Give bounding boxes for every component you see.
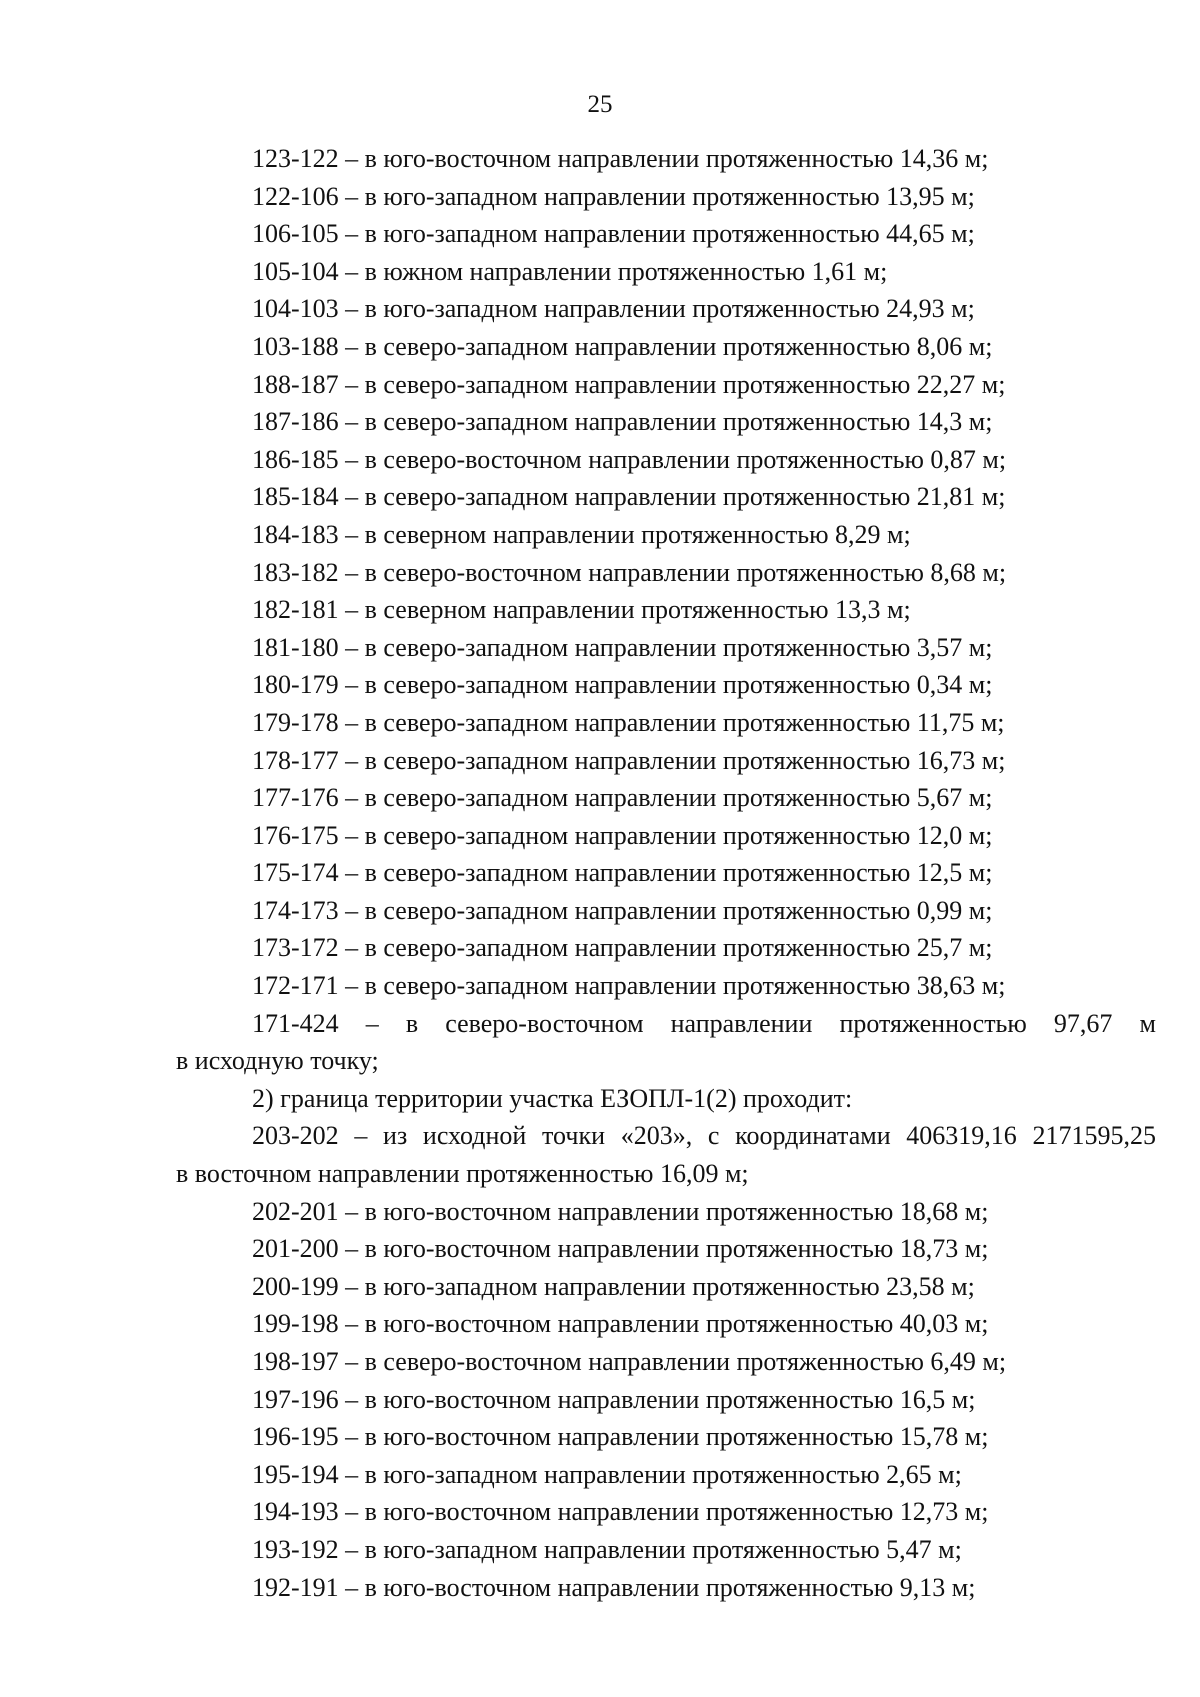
boundary-segment-line: 184-183 – в северном направлении протяженностью 8,29 м;: [252, 519, 911, 549]
boundary-segment-line: 196-195 – в юго-восточном направлении протяженностью 15,78 м;: [252, 1422, 989, 1452]
boundary-segment-line: 122-106 – в юго-западном направлении протяженностью 13,95 м;: [252, 181, 975, 211]
boundary-segment-line: 180-179 – в северо-западном направлении протяженностью 0,34 м;: [252, 670, 993, 700]
boundary-segment-line: 173-172 – в северо-западном направлении протяженностью 25,7 м;: [252, 933, 993, 963]
boundary-segment-line: 103-188 – в северо-западном направлении протяженностью 8,06 м;: [252, 331, 993, 361]
boundary-segment-line: 200-199 – в юго-западном направлении протяженностью 23,58 м;: [252, 1271, 975, 1301]
boundary-segment-line: 202-201 – в юго-восточном направлении протяженностью 18,68 м;: [252, 1196, 989, 1226]
boundary-segment-line: 187-186 – в северо-западном направлении протяженностью 14,3 м;: [252, 407, 993, 437]
boundary-segment-line: 193-192 – в юго-западном направлении протяженностью 5,47 м;: [252, 1534, 962, 1564]
boundary-segment-line: 188-187 – в северо-западном направлении протяженностью 22,27 м;: [252, 369, 1006, 399]
boundary-segment-line: 185-184 – в северо-западном направлении протяженностью 21,81 м;: [252, 482, 1006, 512]
boundary-segment-line: 194-193 – в юго-восточном направлении протяженностью 12,73 м;: [252, 1497, 989, 1527]
boundary-segment-line: 195-194 – в юго-западном направлении протяженностью 2,65 м;: [252, 1459, 962, 1489]
boundary-segment-line: 198-197 – в северо-восточном направлении протяженностью 6,49 м;: [252, 1347, 1007, 1376]
boundary-segment-line: 175-174 – в северо-западном направлении протяженностью 12,5 м;: [252, 858, 993, 888]
boundary-segment-line: 183-182 – в северо-восточном направлении протяженностью 8,68 м;: [252, 557, 1007, 587]
boundary-segment-line: 192-191 – в юго-восточном направлении протяженностью 9,13 м;: [252, 1572, 976, 1602]
page-number: 25: [587, 91, 613, 118]
boundary-segment-line: 174-173 – в северо-западном направлении протяженностью 0,99 м;: [252, 895, 993, 925]
boundary-segment-line: 177-176 – в северо-западном направлении протяженностью 5,67 м;: [252, 783, 993, 813]
boundary-segment-line: 201-200 – в юго-восточном направлении протяженностью 18,73 м;: [252, 1234, 989, 1264]
boundary-segment-line: 181-180 – в северо-западном направлении протяженностью 3,57 м;: [252, 632, 993, 662]
boundary-start-continuation: в восточном направлении протяженностью 16,09 м;: [176, 1159, 749, 1189]
boundary-segment-line: 106-105 – в юго-западном направлении протяженностью 44,65 м;: [252, 219, 975, 249]
boundary-segment-continuation: в исходную точку;: [176, 1046, 379, 1076]
boundary-segment-line: 105-104 – в южном направлении протяженностью 1,61 м;: [252, 256, 888, 286]
section-heading: 2) граница территории участка ЕЗОПЛ-1(2) проходит:: [252, 1083, 853, 1113]
boundary-segment-line: 178-177 – в северо-западном направлении протяженностью 16,73 м;: [252, 745, 1006, 775]
boundary-segment-line: 104-103 – в юго-западном направлении протяженностью 24,93 м;: [252, 294, 975, 324]
boundary-segment-line: 176-175 – в северо-западном направлении протяженностью 12,0 м;: [252, 820, 993, 850]
boundary-start-line-justified: 203-202 – из исходной точки «203», с координатами 406319,16 2171595,25: [252, 1121, 1156, 1151]
boundary-segment-line: 172-171 – в северо-западном направлении протяженностью 38,63 м;: [252, 971, 1006, 1001]
boundary-segment-line: 182-181 – в северном направлении протяженностью 13,3 м;: [252, 595, 911, 625]
document-body: [176, 140, 1156, 1606]
boundary-segment-line: 123-122 – в юго-восточном направлении протяженностью 14,36 м;: [252, 144, 989, 173]
boundary-segment-line: 197-196 – в юго-восточном направлении протяженностью 16,5 м;: [252, 1384, 976, 1414]
boundary-segment-line-justified: 171-424 – в северо-восточном направлении протяженностью 97,67 м: [252, 1008, 1156, 1038]
boundary-segment-line: 199-198 – в юго-восточном направлении протяженностью 40,03 м;: [252, 1309, 989, 1339]
boundary-segment-line: 186-185 – в северо-восточном направлении протяженностью 0,87 м;: [252, 444, 1007, 474]
boundary-segment-line: 179-178 – в северо-западном направлении протяженностью 11,75 м;: [252, 707, 1005, 737]
